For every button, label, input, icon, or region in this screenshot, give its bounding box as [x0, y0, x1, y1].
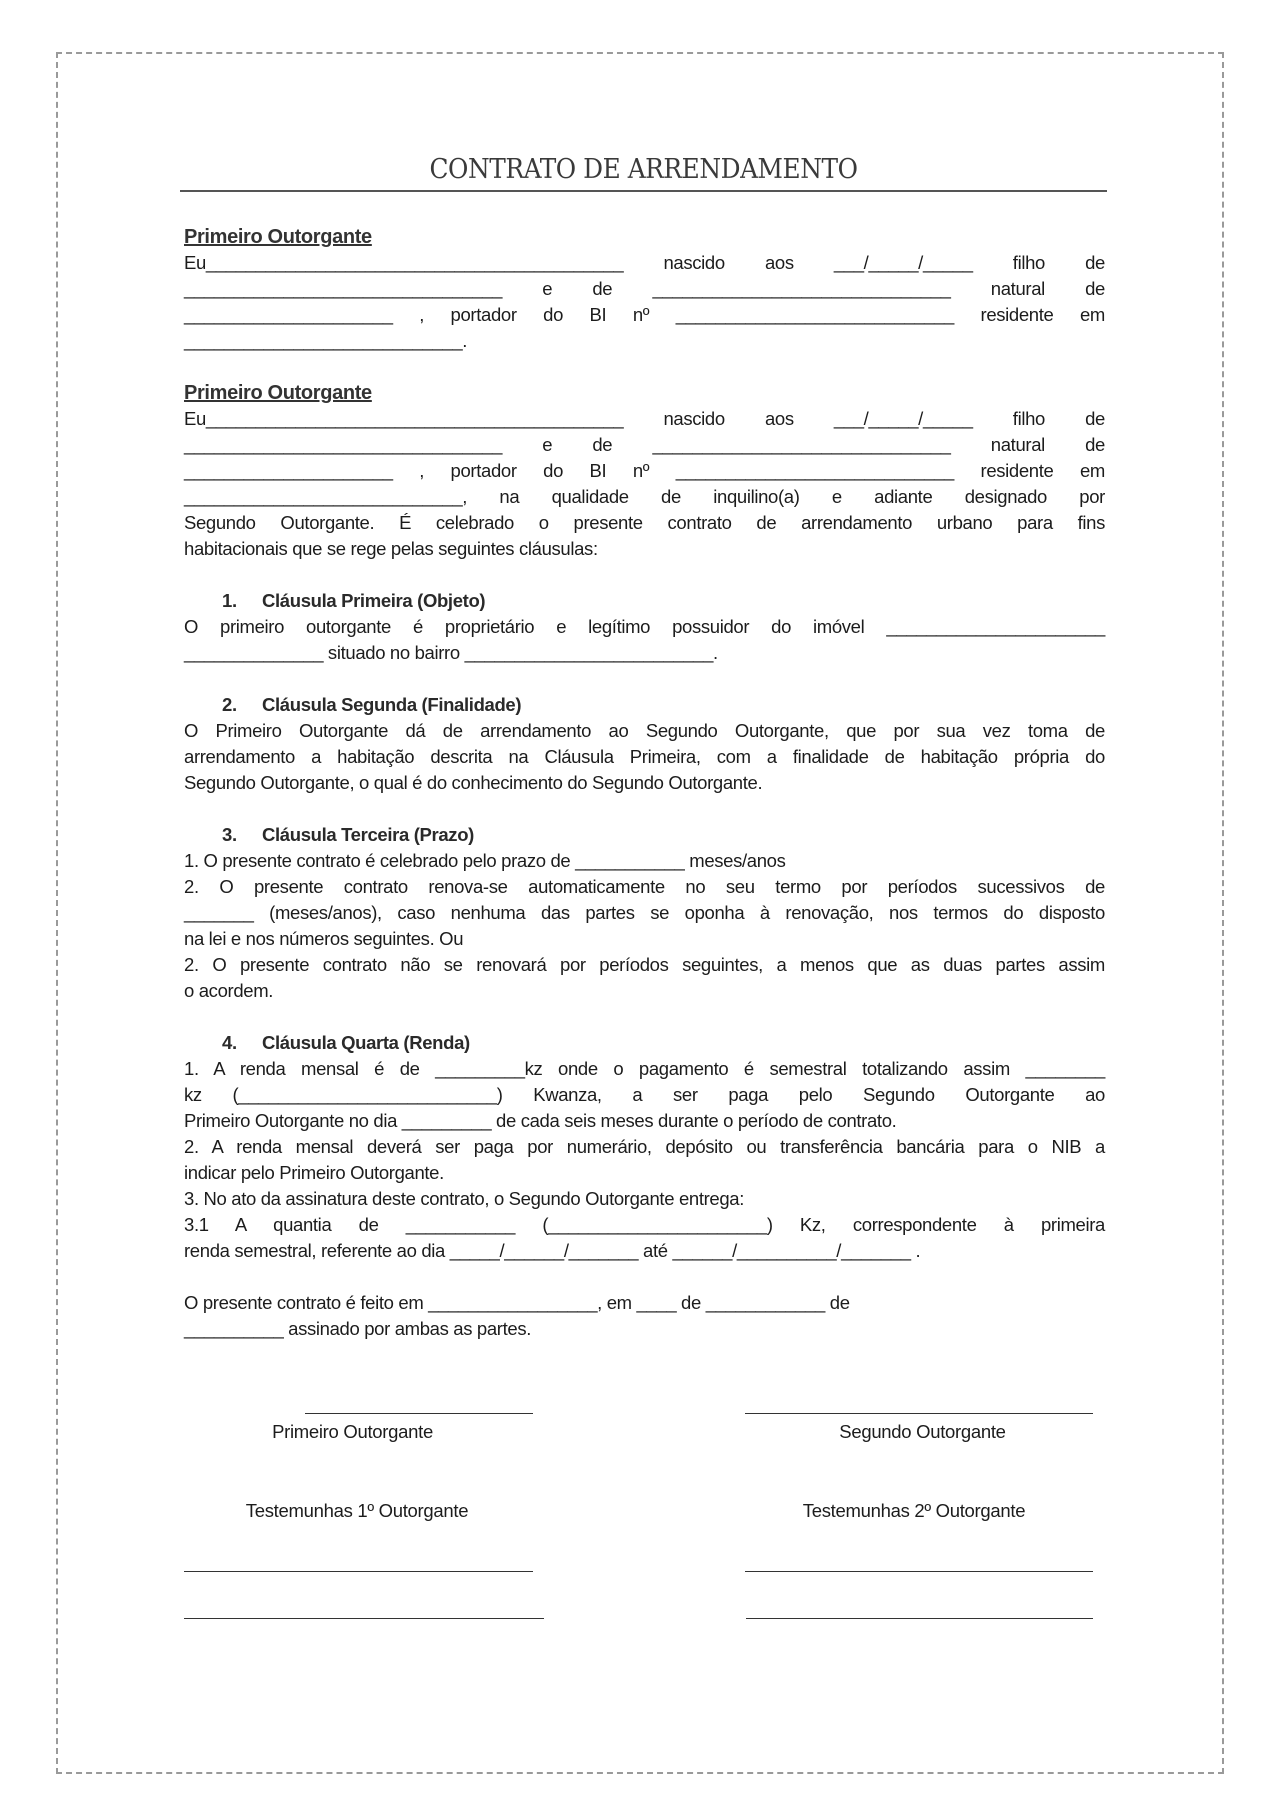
first-party-heading: Primeiro Outorgante [184, 226, 372, 248]
witness-first-line-1 [184, 1571, 533, 1572]
clause-4-line: 2. A renda mensal deverá ser paga por numerário, depósito ou transferência bancária para o NIB a [184, 1136, 1105, 1157]
second-party-signature-label: Segundo Outorgante [839, 1421, 1006, 1442]
clause-4-line: 3.1 A quantia de ___________ (______________________) Kz, correspondente à primeira [184, 1214, 1105, 1235]
clause-3-line: na lei e nos números seguintes. Ou [184, 928, 464, 949]
clause-3-line: _______ (meses/anos), caso nenhuma das partes se oponha à renovação, nos termos do disposto [184, 902, 1105, 923]
witness-second-label: Testemunhas 2º Outorgante [802, 1500, 1026, 1521]
clause-3-line: 2. O presente contrato renova-se automaticamente no seu termo por períodos sucessivos de [184, 876, 1105, 897]
second-party-line: ________________________________ e de ______________________________ natural de [184, 434, 1105, 455]
clause-number: 3. [222, 824, 237, 845]
clause-1-heading [184, 588, 1105, 614]
first-party-signature-label: Primeiro Outorgante [272, 1421, 433, 1442]
clause-1-line: ______________ situado no bairro _________________________. [184, 642, 718, 663]
clause-4-line: indicar pelo Primeiro Outorgante. [184, 1162, 444, 1183]
clause-number: 2. [222, 694, 237, 715]
clause-2-line: O Primeiro Outorgante dá de arrendamento ao Segundo Outorgante, que por sua vez toma de [184, 720, 1105, 741]
clause-title: Cláusula Primeira (Objeto) [262, 590, 486, 611]
clause-4-line: 3. No ato da assinatura deste contrato, o Segundo Outorgante entrega: [184, 1188, 745, 1209]
clause-4-line: renda semestral, referente ao dia _____/______/_______ até ______/__________/_______ . [184, 1240, 921, 1261]
clause-3-line: 1. O presente contrato é celebrado pelo prazo de ___________ meses/anos [184, 850, 786, 871]
contract-body [184, 224, 1105, 1342]
second-party-heading: Primeiro Outorgante [184, 382, 372, 404]
clause-4-line: Primeiro Outorgante no dia _________ de cada seis meses durante o período de contrato. [184, 1110, 897, 1131]
clause-1-line: O primeiro outorgante é proprietário e legítimo possuidor do imóvel ______________________ [184, 616, 1105, 637]
clause-4-line: 1. A renda mensal é de _________kz onde o pagamento é semestral totalizando assim ________ [184, 1058, 1105, 1079]
first-party-line: _____________________ , portador do BI nº ____________________________ residente em [184, 304, 1105, 325]
title-divider [180, 190, 1107, 192]
second-party-line: _____________________ , portador do BI nº ____________________________ residente em [184, 460, 1105, 481]
second-party-line: habitacionais que se rege pelas seguintes cláusulas: [184, 538, 598, 559]
clause-title: Cláusula Segunda (Finalidade) [262, 694, 522, 715]
witness-second-line-1 [745, 1571, 1093, 1572]
second-party-line: Eu__________________________________________ nascido aos ___/_____/_____ filho de [184, 408, 1105, 429]
clause-3-line: 2. O presente contrato não se renovará por períodos seguintes, a menos que as duas partes assim [184, 954, 1105, 975]
first-party-signature-line [305, 1413, 533, 1414]
witness-first-line-2 [184, 1618, 544, 1619]
witness-first-label: Testemunhas 1º Outorgante [245, 1500, 469, 1521]
second-party-signature-line [745, 1413, 1093, 1414]
closing-line: O presente contrato é feito em _________________, em ____ de ____________ de [184, 1292, 850, 1313]
witness-second-line-2 [746, 1618, 1093, 1619]
first-party-line: ____________________________. [184, 330, 468, 351]
clause-3-line: o acordem. [184, 980, 274, 1001]
clause-2-line: Segundo Outorgante, o qual é do conhecimento do Segundo Outorgante. [184, 772, 763, 793]
clause-4-line: kz (__________________________) Kwanza, a ser paga pelo Segundo Outorgante ao [184, 1084, 1105, 1105]
clause-2-line: arrendamento a habitação descrita na Cláusula Primeira, com a finalidade de habitação própria do [184, 746, 1105, 767]
document-title: CONTRATO DE ARRENDAMENTO [429, 154, 858, 185]
clause-4-heading [184, 1030, 1105, 1056]
first-party-line: Eu__________________________________________ nascido aos ___/_____/_____ filho de [184, 252, 1105, 273]
closing-line: __________ assinado por ambas as partes. [184, 1318, 532, 1339]
clause-number: 4. [222, 1032, 237, 1053]
clause-2-heading [184, 692, 1105, 718]
second-party-line: ____________________________, na qualidade de inquilino(a) e adiante designado por [184, 486, 1105, 507]
clause-3-heading [184, 822, 1105, 848]
first-party-line: ________________________________ e de ______________________________ natural de [184, 278, 1105, 299]
clause-title: Cláusula Terceira (Prazo) [262, 824, 474, 845]
clause-number: 1. [222, 590, 237, 611]
second-party-line: Segundo Outorgante. É celebrado o presente contrato de arrendamento urbano para fins [184, 512, 1105, 533]
clause-title: Cláusula Quarta (Renda) [262, 1032, 470, 1053]
